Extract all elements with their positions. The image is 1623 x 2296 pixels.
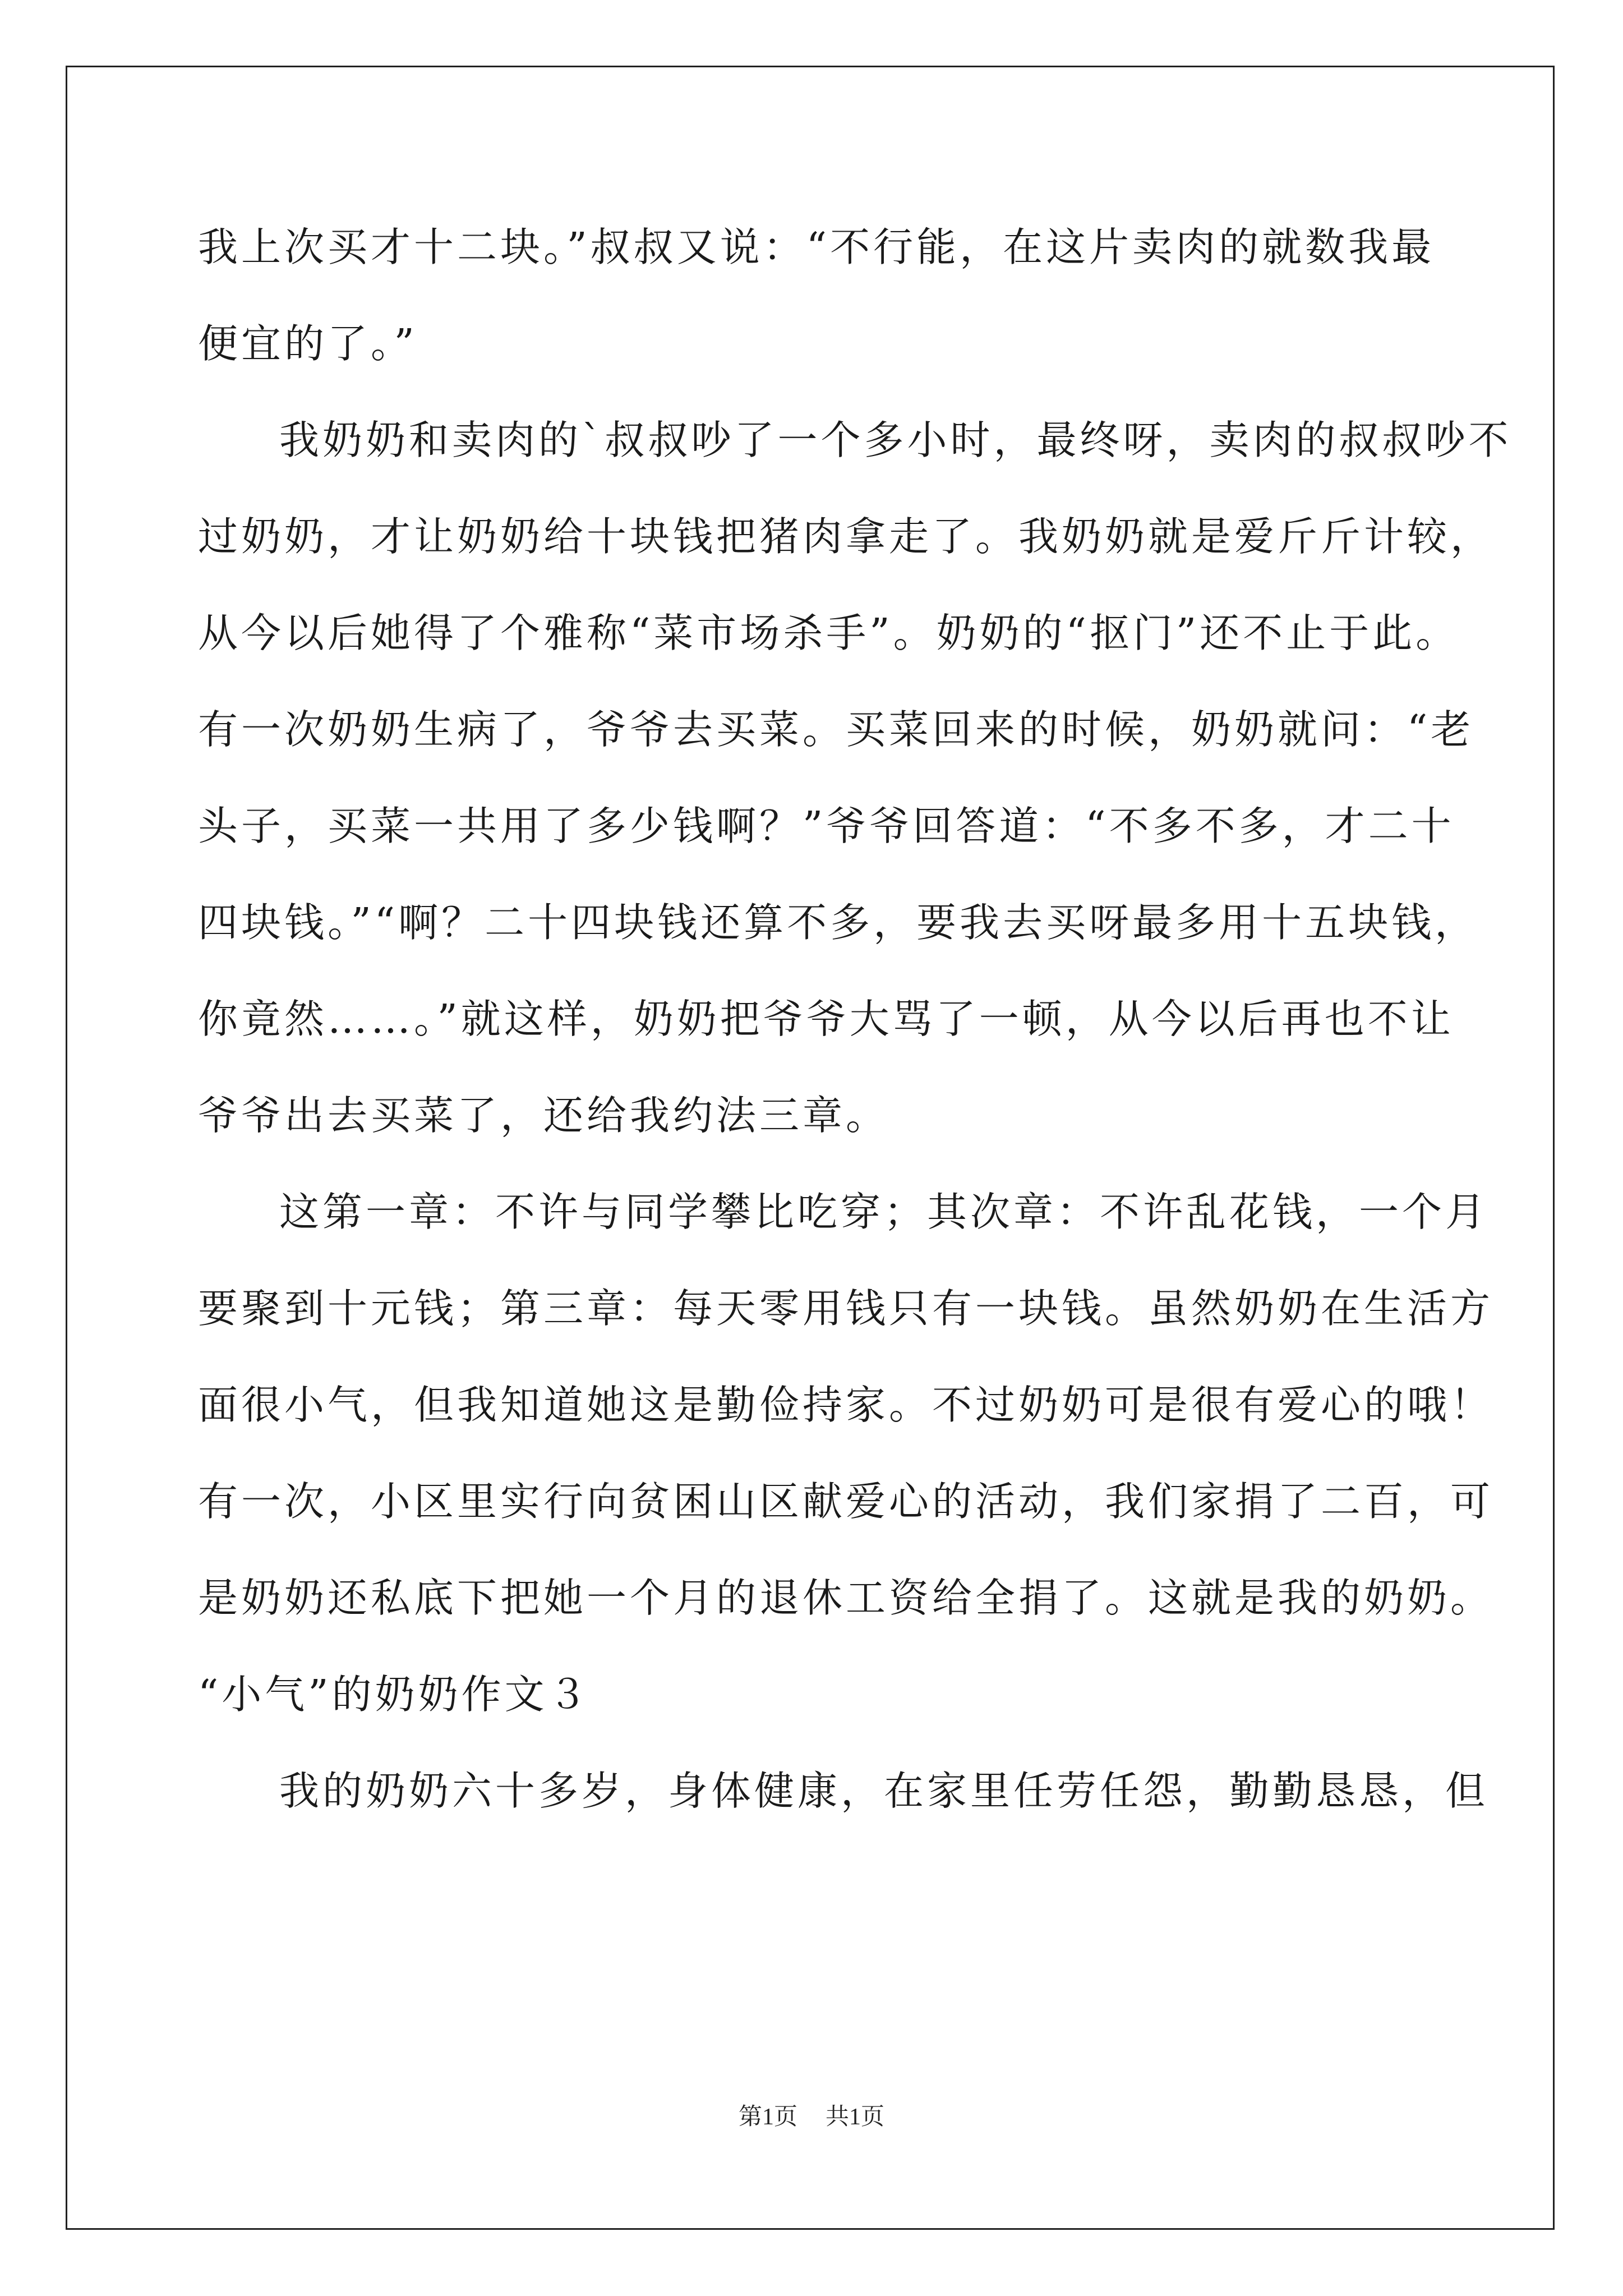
text-line: 我上次买才十二块。”叔叔又说：“不行能，在这片卖肉的就数我最 <box>198 224 1435 270</box>
text-line: 要聚到十元钱；第三章：每天零用钱只有一块钱。虽然奶奶在生活方 <box>198 1285 1494 1332</box>
text-line: 你竟然……。”就这样，奶奶把爷爷大骂了一顿，从今以后再也不让 <box>198 996 1454 1042</box>
page-footer <box>0 2098 1623 2132</box>
paragraph-start-line: 我奶奶和卖肉的`叔叔吵了一个多小时，最终呀，卖肉的叔叔吵不 <box>279 417 1512 463</box>
text-line: 四块钱。”“啊？二十四块钱还算不多，要我去买呀最多用十五块钱， <box>198 899 1478 946</box>
text-line: 是奶奶还私底下把她一个月的退休工资给全捐了。这就是我的奶奶。 <box>198 1575 1494 1621</box>
text-line: 过奶奶，才让奶奶给十块钱把猪肉拿走了。我奶奶就是爱斤斤计较， <box>198 513 1494 560</box>
text-line: 从今以后她得了个雅称“菜市场杀手”。奶奶的“抠门”还不止于此。 <box>198 610 1459 656</box>
text-line: 爷爷出去买菜了，还给我约法三章。 <box>198 1092 889 1139</box>
text-line: 头子，买菜一共用了多少钱啊？”爷爷回答道：“不多不多，才二十 <box>198 803 1455 849</box>
page-total: 共1页 <box>826 2104 885 2130</box>
document-body <box>198 199 1512 1839</box>
text-line: 便宜的了。” <box>198 320 418 367</box>
paragraph-start-line: 我的奶奶六十多岁，身体健康，在家里任劳任怨，勤勤恳恳，但 <box>279 1768 1489 1814</box>
text-line: 面很小气，但我知道她这是勤俭持家。不过奶奶可是很有爱心的哦！ <box>198 1382 1494 1428</box>
page-number: 第1页 <box>738 2104 797 2130</box>
essay-heading: “小气”的奶奶作文３ <box>198 1671 591 1718</box>
paragraph-start-line: 这第一章：不许与同学攀比吃穿；其次章：不许乱花钱，一个月 <box>279 1189 1489 1235</box>
text-line: 有一次奶奶生病了，爷爷去买菜。买菜回来的时候，奶奶就问：“老 <box>198 706 1474 753</box>
text-line: 有一次，小区里实行向贫困山区献爱心的活动，我们家捐了二百，可 <box>198 1478 1494 1525</box>
